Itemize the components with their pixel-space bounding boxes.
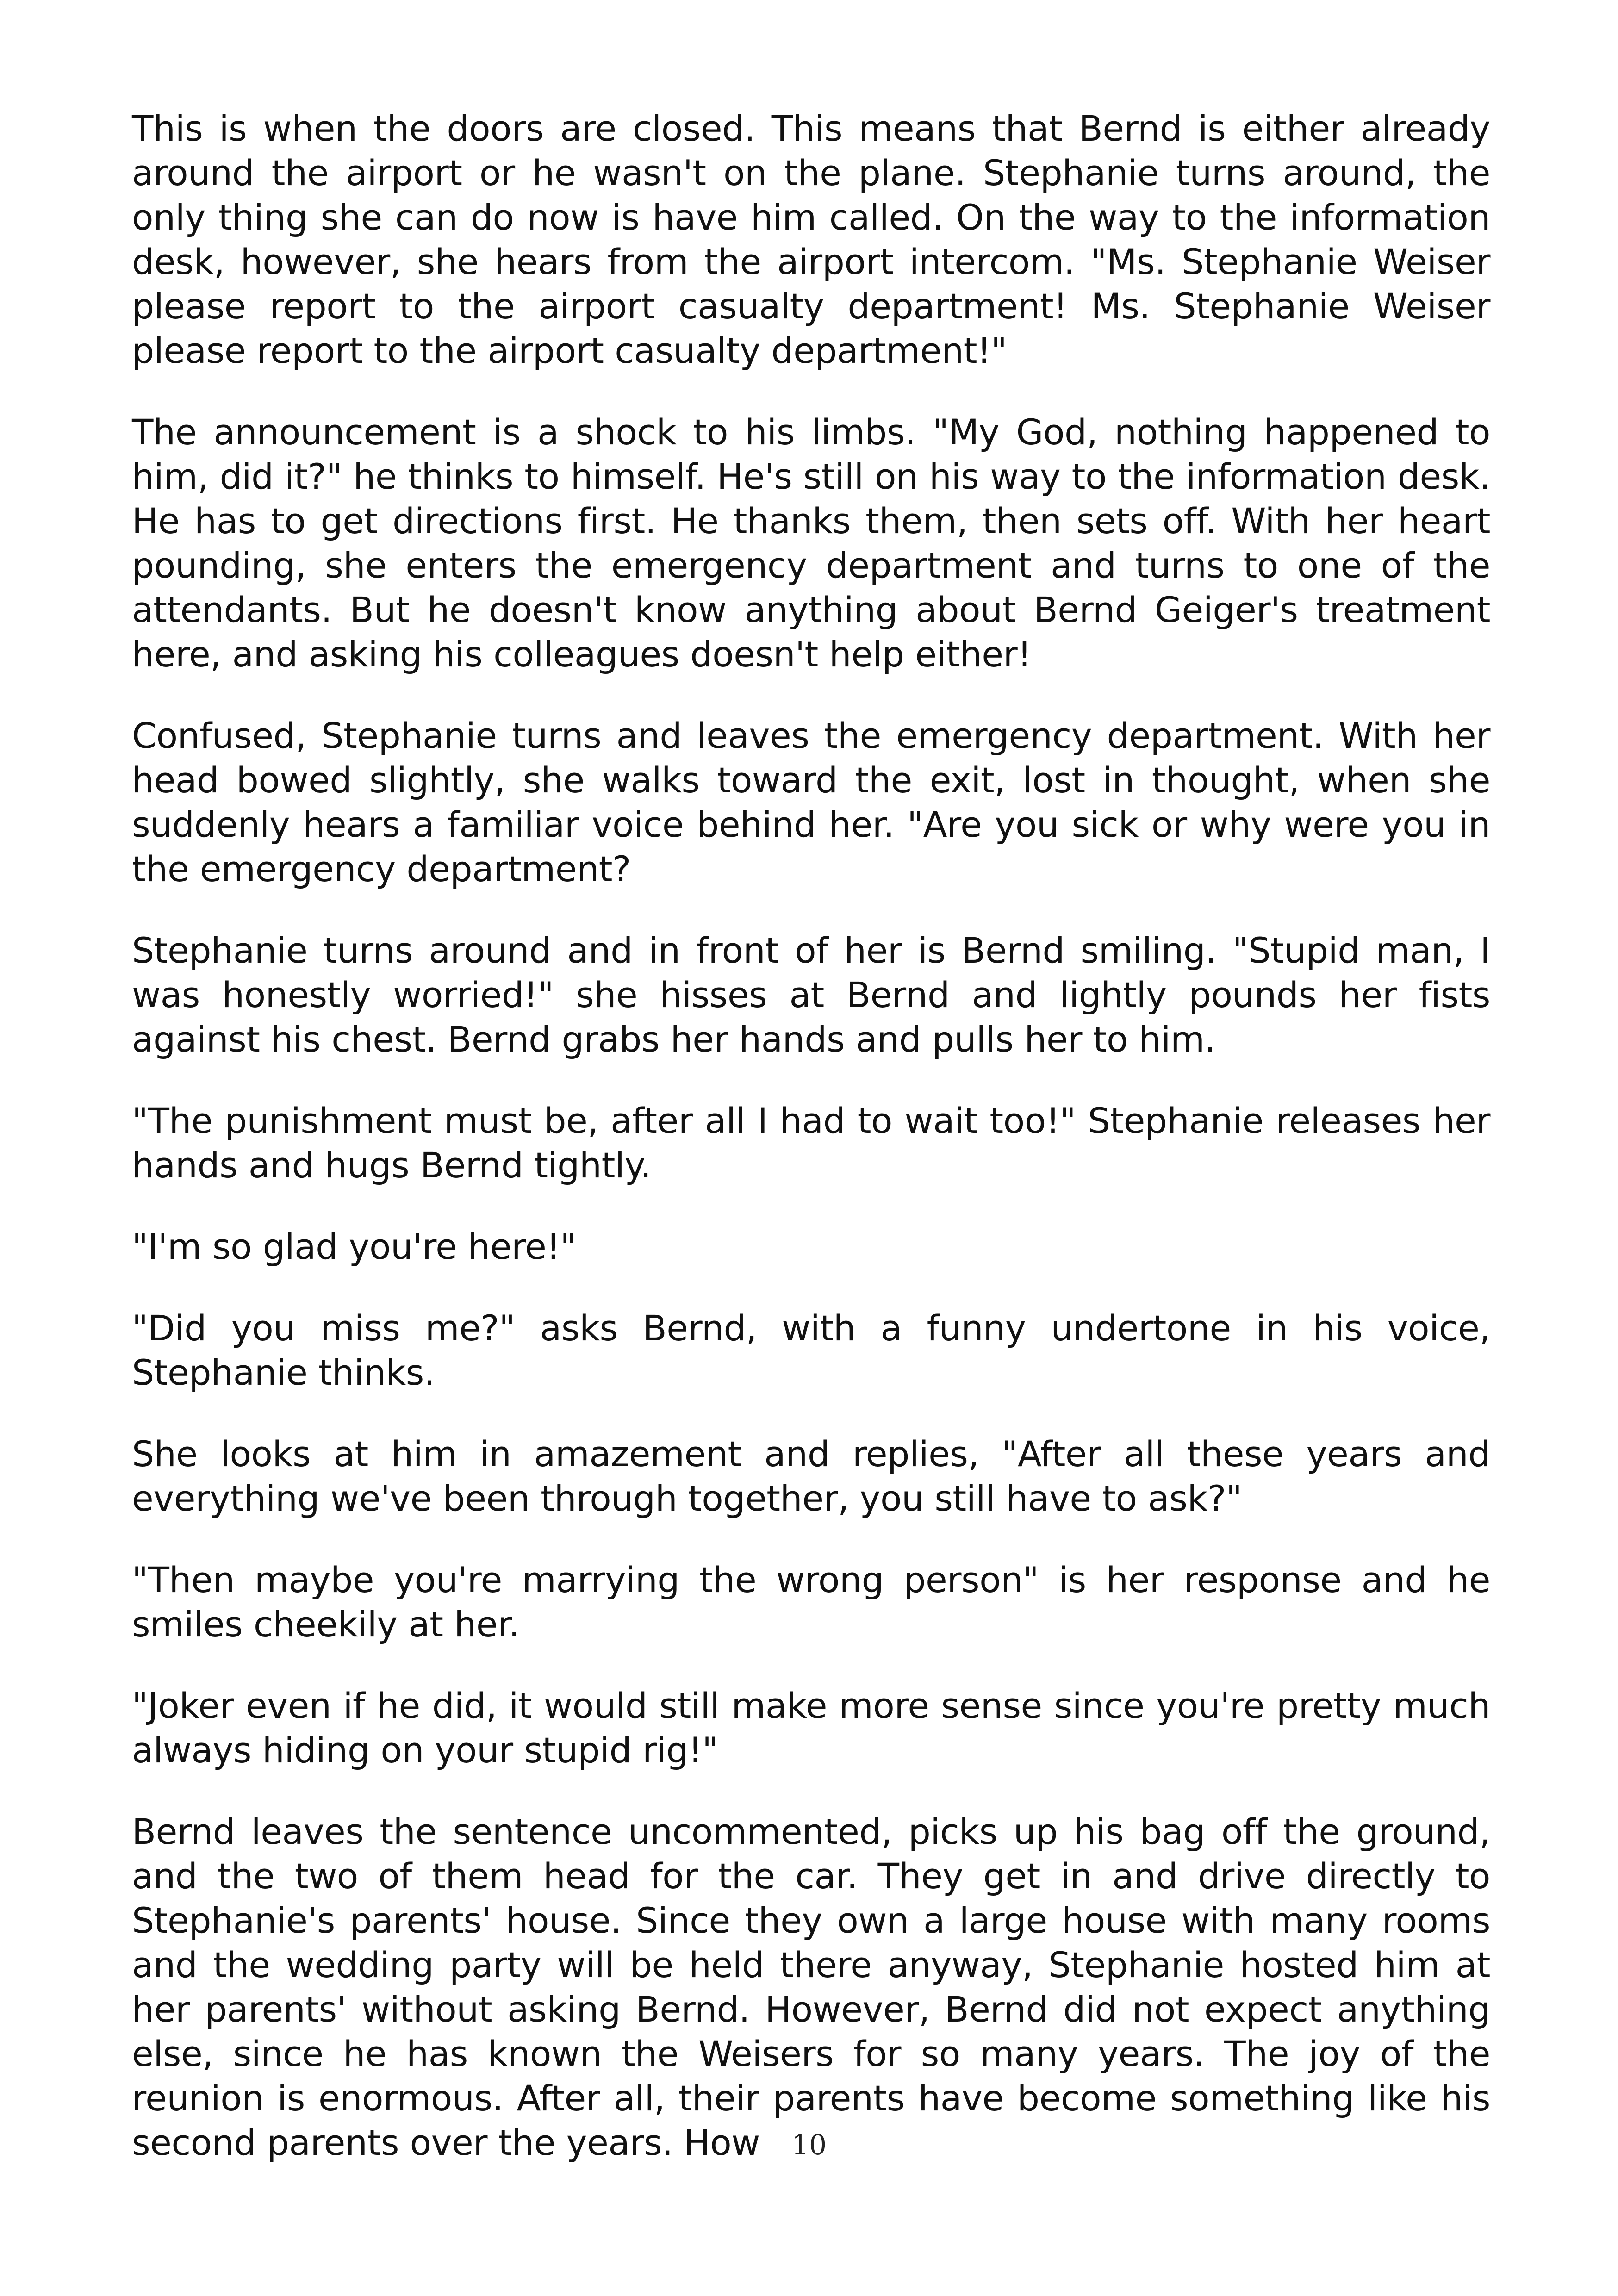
- page-body: [132, 106, 1490, 2202]
- paragraph: "The punishment must be, after all I had to wait too!" Stephanie releases her hands and hugs Bernd tightly.: [132, 1100, 1490, 1186]
- page-number: 10: [791, 2129, 827, 2161]
- paragraph: Confused, Stephanie turns and leaves the emergency department. With her head bowed slightly, she walks toward the exit, lost in thought, when she suddenly hears a familiar voice behind her. "Are you sick or why were you in the emergency department?: [132, 715, 1490, 890]
- paragraph: "Did you miss me?" asks Bernd, with a funny undertone in his voice, Stephanie thinks.: [132, 1307, 1490, 1393]
- paragraph: Stephanie turns around and in front of her is Bernd smiling. "Stupid man, I was honestly worried!" she hisses at Bernd and lightly pounds her fists against his chest. Bernd grabs her hands and pulls her to him.: [132, 930, 1490, 1060]
- paragraph: "Then maybe you're marrying the wrong person" is her response and he smiles cheekily at her.: [132, 1559, 1490, 1645]
- paragraph: "I'm so glad you're here!": [132, 1226, 576, 1267]
- paragraph: Bernd leaves the sentence uncommented, picks up his bag off the ground, and the two of them head for the car. They get in and drive directly to Stephanie's parents' house. Since they own a large house with many rooms and the wedding party will be held there anyway, Stephanie hosted him at her parents' without asking Bernd. However, Bernd did not expect anything else, since he has known the Weisers for so many years. The joy of the reunion is enormous. After all, their parents have become something like his second parents over the years. How: [132, 1811, 1490, 2163]
- paragraph: The announcement is a shock to his limbs. "My God, nothing happened to him, did it?" he thinks to himself. He's still on his way to the information desk. He has to get directions first. He thanks them, then sets off. With her heart pounding, she enters the emergency department and turns to one of the attendants. But he doesn't know anything about Bernd Geiger's treatment here, and asking his colleagues doesn't help either!: [132, 411, 1490, 675]
- paragraph: This is when the doors are closed. This means that Bernd is either already around the airport or he wasn't on the plane. Stephanie turns around, the only thing she can do now is have him called. On the way to the information desk, however, she hears from the airport intercom. "Ms. Stephanie Weiser please report to the airport casualty department! Ms. Stephanie Weiser please report to the airport casualty department!": [132, 108, 1490, 371]
- paragraph: She looks at him in amazement and replies, "After all these years and everything we've been through together, you still have to ask?": [132, 1433, 1490, 1519]
- paragraph: "Joker even if he did, it would still make more sense since you're pretty much always hiding on your stupid rig!": [132, 1685, 1490, 1771]
